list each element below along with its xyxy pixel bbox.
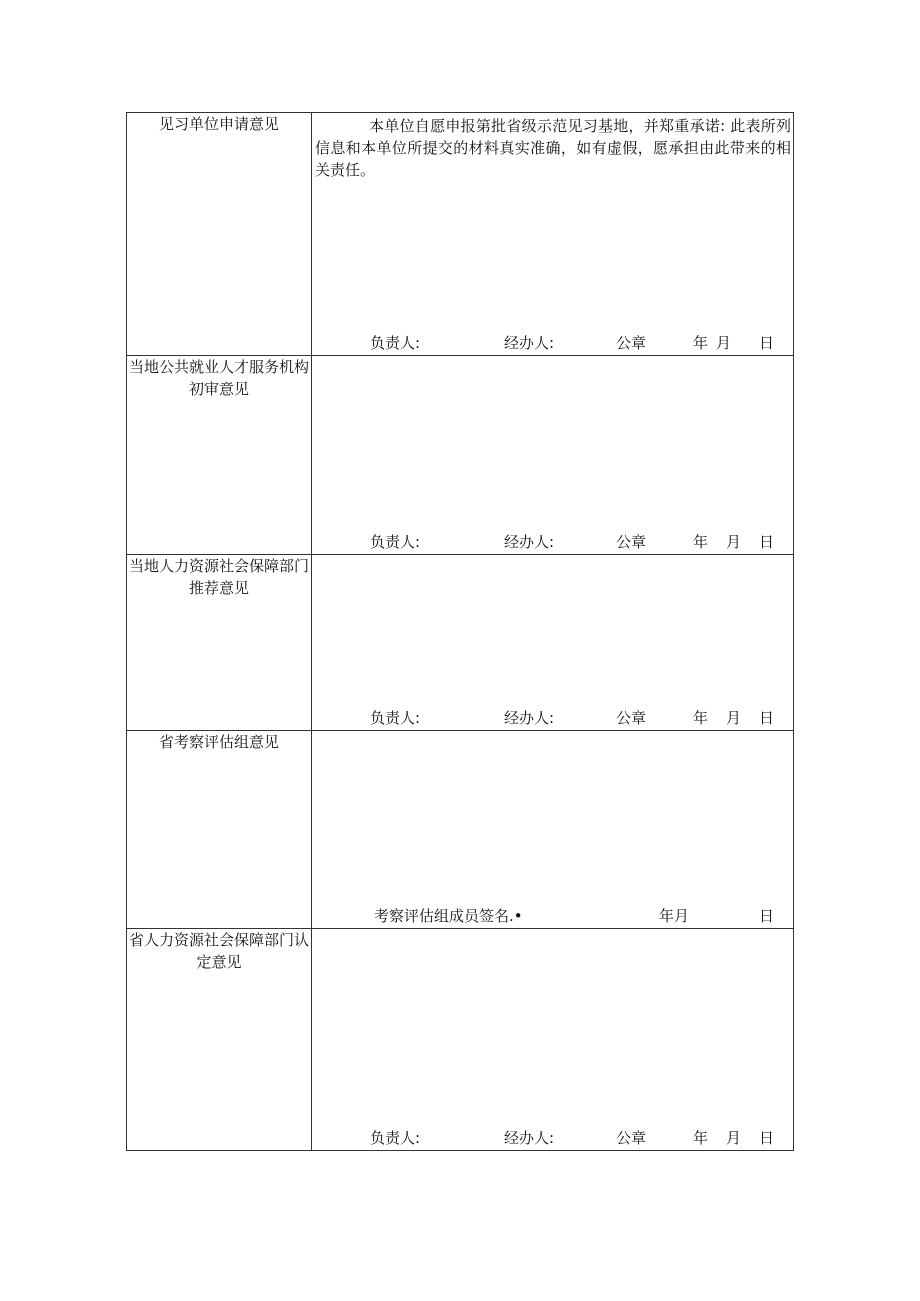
responsible-label: 负责人: bbox=[370, 1129, 421, 1147]
year-label: 年 bbox=[693, 1129, 709, 1147]
opinion-cell[interactable] bbox=[312, 356, 794, 555]
month-label: 月 bbox=[716, 334, 732, 352]
handler-label: 经办人: bbox=[504, 1129, 555, 1147]
signature-line bbox=[312, 706, 793, 730]
seal-label: 公章 bbox=[616, 334, 647, 352]
signature-line bbox=[312, 1126, 793, 1150]
form-row-recommendation bbox=[127, 555, 794, 731]
row-label: 当地人力资源社会保障部门推荐意见 bbox=[127, 555, 312, 731]
responsible-label: 负责人: bbox=[370, 533, 421, 551]
handler-label: 经办人: bbox=[504, 533, 555, 551]
handler-label: 经办人: bbox=[504, 709, 555, 727]
signature-line bbox=[312, 530, 793, 554]
commitment-statement: 本单位自愿申报第批省级示范见习基地，并郑重承诺: 此表所列信息和本单位所提交的材料真实准确，如有虚假，愿承担由此带来的相关责任。 bbox=[315, 117, 791, 179]
seal-label: 公章 bbox=[616, 1129, 647, 1147]
signature-line bbox=[312, 331, 793, 355]
responsible-label: 负责人: bbox=[370, 334, 421, 352]
opinion-cell[interactable] bbox=[312, 555, 794, 731]
day-label: 日 bbox=[759, 907, 775, 925]
row-label: 见习单位申请意见 bbox=[127, 113, 312, 356]
form-row-initial-review bbox=[127, 356, 794, 555]
day-label: 日 bbox=[759, 334, 775, 352]
month-label: 月 bbox=[726, 709, 742, 727]
year-month-label: 年月 bbox=[659, 907, 690, 925]
form-row-unit-application bbox=[127, 113, 794, 356]
opinion-cell[interactable] bbox=[312, 929, 794, 1151]
seal-label: 公章 bbox=[616, 533, 647, 551]
year-label: 年 bbox=[693, 334, 709, 352]
approval-form-table bbox=[126, 112, 794, 1151]
year-label: 年 bbox=[693, 533, 709, 551]
members-signature-label: 考察评估组成员签名.• bbox=[374, 907, 523, 925]
opinion-cell[interactable] bbox=[312, 731, 794, 929]
month-label: 月 bbox=[726, 533, 742, 551]
seal-label: 公章 bbox=[616, 709, 647, 727]
form-row-evaluation-team bbox=[127, 731, 794, 929]
month-label: 月 bbox=[726, 1129, 742, 1147]
signature-line bbox=[312, 904, 793, 928]
handler-label: 经办人: bbox=[504, 334, 555, 352]
row-label: 省考察评估组意见 bbox=[127, 731, 312, 929]
form-row-certification bbox=[127, 929, 794, 1151]
day-label: 日 bbox=[759, 709, 775, 727]
day-label: 日 bbox=[759, 533, 775, 551]
day-label: 日 bbox=[759, 1129, 775, 1147]
responsible-label: 负责人: bbox=[370, 709, 421, 727]
opinion-cell[interactable] bbox=[312, 113, 794, 356]
row-label: 省人力资源社会保障部门认定意见 bbox=[127, 929, 312, 1151]
year-label: 年 bbox=[693, 709, 709, 727]
row-label: 当地公共就业人才服务机构初审意见 bbox=[127, 356, 312, 555]
